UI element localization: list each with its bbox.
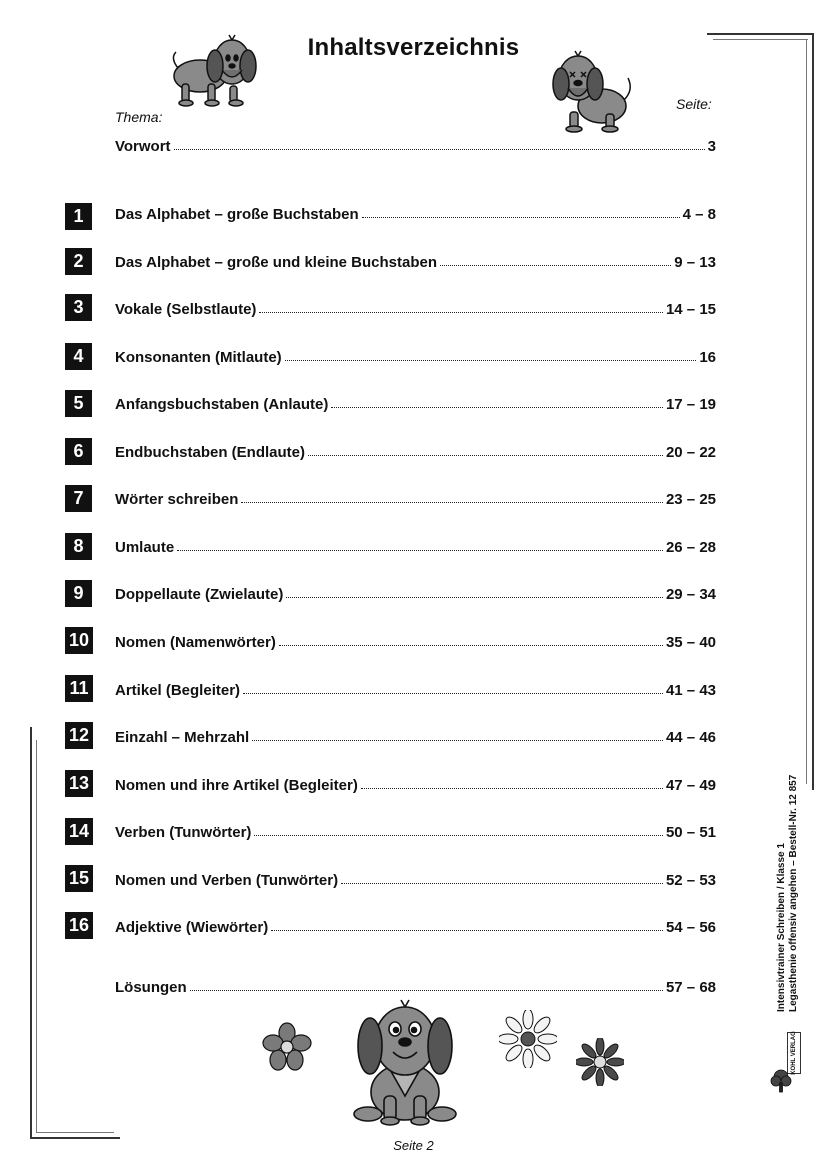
flower-icon (262, 1022, 312, 1072)
chapter-number-8: 8 (65, 533, 92, 560)
toc-leader-dots (331, 407, 663, 408)
toc-row[interactable] (115, 344, 716, 366)
toc-label: Das Alphabet – große und kleine Buchstaben (115, 254, 438, 271)
toc-row[interactable] (115, 724, 716, 746)
toc-label: Doppellaute (Zwielaute) (115, 586, 284, 603)
toc-label: Artikel (Begleiter) (115, 682, 241, 699)
topic-label: Thema: (115, 109, 163, 125)
toc-row[interactable] (115, 296, 716, 318)
toc-label: Umlaute (115, 539, 175, 556)
frame-right-v (812, 33, 814, 790)
toc-leader-dots (361, 788, 663, 789)
chapter-number-12: 12 (65, 722, 93, 749)
flower-dark-icon (576, 1038, 624, 1086)
toc-pages: 26 – 28 (665, 539, 716, 556)
toc-leader-dots (286, 597, 663, 598)
chapter-number-4: 4 (65, 343, 92, 370)
daisy-icon (499, 1010, 557, 1068)
toc-pages: 29 – 34 (665, 586, 716, 603)
toc-pages: 52 – 53 (665, 872, 716, 889)
dog-illustration-sitting (348, 996, 462, 1128)
toc-label: Anfangsbuchstaben (Anlaute) (115, 396, 329, 413)
chapter-number-13: 13 (65, 770, 93, 797)
side-imprint (776, 767, 800, 1012)
page-column-label: Seite: (676, 96, 712, 112)
frame-bottom-left-h2 (36, 1132, 114, 1133)
toc-label: Wörter schreiben (115, 491, 239, 508)
toc-leader-dots (241, 502, 663, 503)
toc-label: Nomen und ihre Artikel (Begleiter) (115, 777, 358, 794)
toc-row-solutions[interactable] (115, 974, 716, 996)
toc-row-preface[interactable] (115, 133, 716, 155)
toc-row[interactable] (115, 391, 716, 413)
frame-left-v2 (36, 740, 37, 1133)
toc-pages: 44 – 46 (665, 729, 716, 746)
toc-label: Endbuchstaben (Endlaute) (115, 444, 306, 461)
toc-leader-dots (285, 360, 697, 361)
chapter-number-10: 10 (65, 627, 93, 654)
toc-row[interactable] (115, 867, 716, 889)
toc-row[interactable] (115, 486, 716, 508)
toc-pages: 4 – 8 (682, 206, 716, 223)
toc-leader-dots (308, 455, 663, 456)
toc-pages: 50 – 51 (665, 824, 716, 841)
toc-leader-dots (177, 550, 663, 551)
toc-row[interactable] (115, 534, 716, 556)
dog-illustration-left (170, 30, 265, 108)
chapter-number-3: 3 (65, 294, 92, 321)
toc-leader-dots (440, 265, 671, 266)
toc-leader-dots (252, 740, 663, 741)
toc-row[interactable] (115, 629, 716, 651)
dog-illustration-right (550, 50, 635, 135)
frame-right-v2 (806, 39, 807, 784)
toc-row[interactable] (115, 677, 716, 699)
toc-row[interactable] (115, 772, 716, 794)
toc-leader-dots (190, 990, 663, 991)
page-title: Inhaltsverzeichnis (307, 34, 520, 61)
side-imprint-line1: Intensivtrainer Schreiben / Klasse 1 (776, 843, 787, 1012)
publisher-logo-text: KOHL VERLAG (791, 1031, 797, 1075)
toc-row[interactable] (115, 914, 716, 936)
toc-leader-dots (362, 217, 680, 218)
chapter-number-5: 5 (65, 390, 92, 417)
toc-label: Adjektive (Wiewörter) (115, 919, 269, 936)
toc-pages: 17 – 19 (665, 396, 716, 413)
toc-label: Lösungen (115, 979, 187, 996)
tree-logo-icon (770, 1068, 792, 1094)
toc-pages: 23 – 25 (665, 491, 716, 508)
toc-label: Einzahl – Mehrzahl (115, 729, 250, 746)
toc-leader-dots (279, 645, 663, 646)
side-imprint-line2: Legasthenie offensiv angehen – Bestell-Nr. 12 857 (788, 774, 799, 1012)
chapter-number-14: 14 (65, 818, 93, 845)
toc-pages: 16 (699, 349, 716, 366)
toc-row[interactable] (115, 581, 716, 603)
toc-label: Nomen und Verben (Tunwörter) (115, 872, 339, 889)
chapter-number-16: 16 (65, 912, 93, 939)
toc-pages: 9 – 13 (674, 254, 716, 271)
toc-label: Nomen (Namenwörter) (115, 634, 276, 651)
toc-pages: 14 – 15 (665, 301, 716, 318)
toc-leader-dots (259, 312, 663, 313)
toc-leader-dots (174, 149, 705, 150)
toc-label: Verben (Tunwörter) (115, 824, 252, 841)
toc-leader-dots (341, 883, 663, 884)
toc-pages: 57 – 68 (665, 979, 716, 996)
toc-pages: 35 – 40 (665, 634, 716, 651)
toc-row[interactable] (115, 201, 716, 223)
chapter-number-1: 1 (65, 203, 92, 230)
toc-pages: 3 (707, 138, 716, 155)
chapter-number-9: 9 (65, 580, 92, 607)
toc-row[interactable] (115, 819, 716, 841)
toc-pages: 20 – 22 (665, 444, 716, 461)
toc-pages: 54 – 56 (665, 919, 716, 936)
toc-label: Vorwort (115, 138, 171, 155)
chapter-number-11: 11 (65, 675, 93, 702)
chapter-number-2: 2 (65, 248, 92, 275)
toc-label: Konsonanten (Mitlaute) (115, 349, 282, 366)
chapter-number-7: 7 (65, 485, 92, 512)
toc-label: Vokale (Selbstlaute) (115, 301, 257, 318)
toc-row[interactable] (115, 439, 716, 461)
toc-leader-dots (243, 693, 663, 694)
toc-pages: 41 – 43 (665, 682, 716, 699)
toc-label: Das Alphabet – große Buchstaben (115, 206, 359, 223)
chapter-number-15: 15 (65, 865, 93, 892)
toc-pages: 47 – 49 (665, 777, 716, 794)
toc-row[interactable] (115, 249, 716, 271)
toc-leader-dots (271, 930, 663, 931)
frame-left-v (30, 727, 32, 1139)
page-number: Seite 2 (393, 1138, 434, 1153)
toc-leader-dots (254, 835, 663, 836)
chapter-number-6: 6 (65, 438, 92, 465)
